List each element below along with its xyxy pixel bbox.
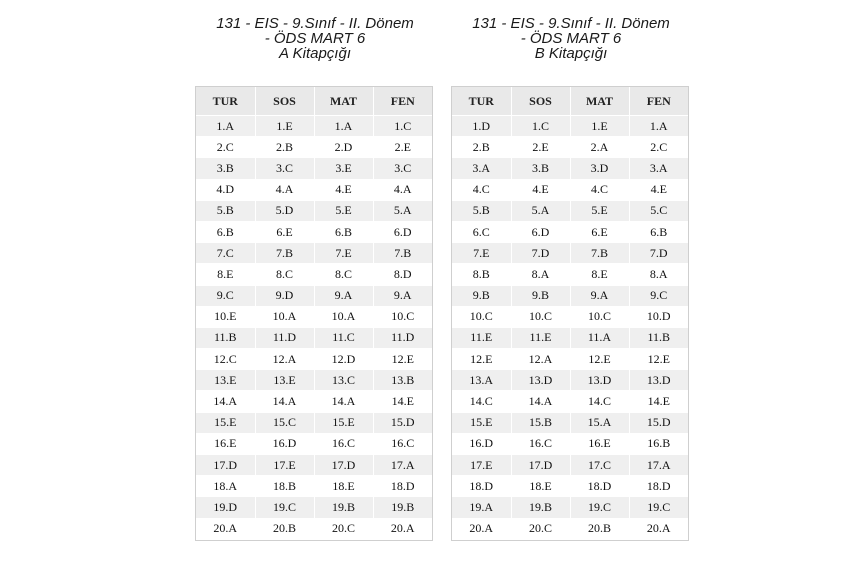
table-row xyxy=(452,412,688,433)
answer-cell: 18.B xyxy=(255,476,314,497)
answer-cell: 9.A xyxy=(314,285,373,306)
table-row xyxy=(452,243,688,264)
answer-cell: 11.C xyxy=(314,327,373,348)
title-line-2: - ÖDS MART 6 xyxy=(520,30,622,47)
answer-cell: 10.E xyxy=(196,306,255,327)
table-row xyxy=(452,137,688,158)
answer-cell: 1.E xyxy=(570,116,629,137)
answer-cell: 6.C xyxy=(452,221,511,242)
answer-key-table-a xyxy=(195,86,433,541)
answer-cell: 20.B xyxy=(570,518,629,539)
answer-cell: 11.D xyxy=(255,327,314,348)
table-row xyxy=(196,264,432,285)
answer-cell: 6.D xyxy=(511,221,570,242)
answer-cell: 15.C xyxy=(255,412,314,433)
answer-cell: 10.A xyxy=(314,306,373,327)
answer-cell: 18.E xyxy=(314,476,373,497)
table-row xyxy=(196,200,432,221)
column-header-tur: TUR xyxy=(452,87,511,116)
answer-cell: 14.C xyxy=(570,391,629,412)
header-row xyxy=(196,87,432,116)
answer-cell: 2.D xyxy=(314,137,373,158)
answer-cell: 8.C xyxy=(255,264,314,285)
answer-cell: 9.C xyxy=(196,285,255,306)
answer-cell: 13.D xyxy=(629,370,688,391)
answer-cell: 6.B xyxy=(196,221,255,242)
table-row xyxy=(196,179,432,200)
table-row xyxy=(452,391,688,412)
answer-cell: 2.C xyxy=(196,137,255,158)
answer-cell: 4.E xyxy=(629,179,688,200)
answer-cell: 17.E xyxy=(255,455,314,476)
answer-cell: 17.A xyxy=(629,455,688,476)
answer-cell: 5.B xyxy=(452,200,511,221)
answer-cell: 1.A xyxy=(314,116,373,137)
booklet-b xyxy=(446,15,696,536)
table-row xyxy=(196,327,432,348)
answer-cell: 2.A xyxy=(570,137,629,158)
answer-cell: 5.E xyxy=(314,200,373,221)
answer-cell: 19.C xyxy=(629,497,688,518)
table-row xyxy=(452,497,688,518)
answer-cell: 15.D xyxy=(629,412,688,433)
answer-cell: 8.E xyxy=(196,264,255,285)
answer-cell: 10.C xyxy=(511,306,570,327)
answer-cell: 9.B xyxy=(452,285,511,306)
table-row xyxy=(196,221,432,242)
answer-cell: 20.A xyxy=(629,518,688,539)
answer-cell: 4.E xyxy=(511,179,570,200)
answer-cell: 13.C xyxy=(314,370,373,391)
answer-cell: 16.E xyxy=(196,433,255,454)
answer-cell: 18.D xyxy=(570,476,629,497)
answer-cell: 19.D xyxy=(196,497,255,518)
answer-cell: 10.D xyxy=(629,306,688,327)
answer-cell: 10.C xyxy=(452,306,511,327)
answer-cell: 3.C xyxy=(373,158,432,179)
answer-cell: 15.E xyxy=(196,412,255,433)
column-header-fen: FEN xyxy=(629,87,688,116)
answer-cell: 19.B xyxy=(373,497,432,518)
table-row xyxy=(196,116,432,137)
column-header-sos: SOS xyxy=(511,87,570,116)
answer-cell: 9.A xyxy=(373,285,432,306)
answer-cell: 10.C xyxy=(373,306,432,327)
table-row xyxy=(196,285,432,306)
table-row xyxy=(452,264,688,285)
answer-cell: 8.E xyxy=(570,264,629,285)
column-header-sos: SOS xyxy=(255,87,314,116)
answer-cell: 4.A xyxy=(255,179,314,200)
answer-cell: 17.D xyxy=(196,455,255,476)
answer-cell: 6.E xyxy=(255,221,314,242)
answer-cell: 9.C xyxy=(629,285,688,306)
answer-cell: 3.B xyxy=(196,158,255,179)
answer-cell: 7.B xyxy=(373,243,432,264)
answer-cell: 3.C xyxy=(255,158,314,179)
table-row xyxy=(452,179,688,200)
answer-cell: 17.C xyxy=(570,455,629,476)
answer-cell: 18.D xyxy=(373,476,432,497)
answer-cell: 12.E xyxy=(373,349,432,370)
answer-cell: 12.A xyxy=(511,349,570,370)
answer-cell: 2.B xyxy=(452,137,511,158)
answer-cell: 1.E xyxy=(255,116,314,137)
answer-cell: 18.D xyxy=(452,476,511,497)
answer-cell: 16.C xyxy=(373,433,432,454)
answer-cell: 18.E xyxy=(511,476,570,497)
table-row xyxy=(196,158,432,179)
answer-cell: 18.A xyxy=(196,476,255,497)
answer-cell: 5.C xyxy=(629,200,688,221)
answer-cell: 7.D xyxy=(629,243,688,264)
answer-cell: 2.E xyxy=(511,137,570,158)
answer-cell: 9.A xyxy=(570,285,629,306)
table-row xyxy=(452,327,688,348)
answer-cell: 8.A xyxy=(511,264,570,285)
answer-cell: 7.E xyxy=(452,243,511,264)
answer-cell: 3.A xyxy=(452,158,511,179)
answer-cell: 13.B xyxy=(373,370,432,391)
answer-cell: 5.B xyxy=(196,200,255,221)
table-row xyxy=(452,285,688,306)
table-row xyxy=(196,433,432,454)
answer-cell: 6.E xyxy=(570,221,629,242)
answer-cell: 13.E xyxy=(196,370,255,391)
answer-cell: 17.A xyxy=(373,455,432,476)
answer-cell: 4.C xyxy=(570,179,629,200)
table-row xyxy=(452,158,688,179)
answer-cell: 19.C xyxy=(570,497,629,518)
answer-cell: 16.E xyxy=(570,433,629,454)
answer-cell: 15.E xyxy=(314,412,373,433)
answer-cell: 13.D xyxy=(511,370,570,391)
answer-cell: 7.E xyxy=(314,243,373,264)
title-line-1: 131 - EIS - 9.Sınıf - II. Dönem xyxy=(216,15,414,32)
table-row xyxy=(196,370,432,391)
table-row xyxy=(452,200,688,221)
answer-cell: 12.A xyxy=(255,349,314,370)
title-line-2: - ÖDS MART 6 xyxy=(264,30,366,47)
answer-cell: 12.E xyxy=(570,349,629,370)
answer-cell: 20.A xyxy=(373,518,432,539)
answer-cell: 13.D xyxy=(570,370,629,391)
answer-cell: 1.C xyxy=(511,116,570,137)
table-row xyxy=(452,116,688,137)
table-row xyxy=(196,391,432,412)
answer-cell: 15.A xyxy=(570,412,629,433)
booklet-a-title xyxy=(190,16,440,61)
column-header-mat: MAT xyxy=(314,87,373,116)
answer-cell: 14.E xyxy=(373,391,432,412)
table-row xyxy=(196,243,432,264)
title-line-3: A Kitapçığı xyxy=(279,45,351,62)
booklet-b-title xyxy=(446,16,696,61)
answer-cell: 1.A xyxy=(629,116,688,137)
table-row xyxy=(452,306,688,327)
answer-cell: 19.B xyxy=(511,497,570,518)
answer-cell: 6.B xyxy=(629,221,688,242)
answer-cell: 7.D xyxy=(511,243,570,264)
column-header-fen: FEN xyxy=(373,87,432,116)
answer-cell: 4.C xyxy=(452,179,511,200)
answer-cell: 15.E xyxy=(452,412,511,433)
answer-cell: 11.E xyxy=(511,327,570,348)
table-row xyxy=(196,518,432,539)
answer-cell: 10.A xyxy=(255,306,314,327)
answer-cell: 17.E xyxy=(452,455,511,476)
table-row xyxy=(452,221,688,242)
booklet-a xyxy=(190,15,440,536)
table-row xyxy=(452,518,688,539)
answer-cell: 8.D xyxy=(373,264,432,285)
title-line-3: B Kitapçığı xyxy=(534,45,608,62)
answer-cell: 8.A xyxy=(629,264,688,285)
answer-table xyxy=(196,87,432,540)
answer-cell: 20.C xyxy=(314,518,373,539)
answer-key-table-b xyxy=(451,86,689,541)
column-header-tur: TUR xyxy=(196,87,255,116)
answer-cell: 14.A xyxy=(511,391,570,412)
answer-cell: 6.D xyxy=(373,221,432,242)
answer-cell: 11.B xyxy=(196,327,255,348)
answer-cell: 4.E xyxy=(314,179,373,200)
answer-cell: 16.D xyxy=(255,433,314,454)
answer-cell: 15.D xyxy=(373,412,432,433)
answer-cell: 3.B xyxy=(511,158,570,179)
answer-cell: 20.C xyxy=(511,518,570,539)
answer-cell: 17.D xyxy=(314,455,373,476)
table-row xyxy=(452,349,688,370)
answer-cell: 3.A xyxy=(629,158,688,179)
table-row xyxy=(196,497,432,518)
answer-cell: 2.C xyxy=(629,137,688,158)
answer-cell: 1.A xyxy=(196,116,255,137)
column-header-mat: MAT xyxy=(570,87,629,116)
answer-cell: 8.C xyxy=(314,264,373,285)
table-row xyxy=(452,455,688,476)
answer-cell: 18.D xyxy=(629,476,688,497)
answer-cell: 7.C xyxy=(196,243,255,264)
answer-cell: 14.A xyxy=(196,391,255,412)
answer-cell: 1.C xyxy=(373,116,432,137)
table-row xyxy=(196,412,432,433)
answer-cell: 15.B xyxy=(511,412,570,433)
answer-cell: 7.B xyxy=(570,243,629,264)
answer-cell: 5.E xyxy=(570,200,629,221)
table-row xyxy=(196,455,432,476)
table-row xyxy=(196,306,432,327)
title-line-1: 131 - EIS - 9.Sınıf - II. Dönem xyxy=(472,15,670,32)
table-row xyxy=(452,433,688,454)
answer-cell: 10.C xyxy=(570,306,629,327)
answer-cell: 2.E xyxy=(373,137,432,158)
answer-cell: 11.A xyxy=(570,327,629,348)
answer-cell: 13.E xyxy=(255,370,314,391)
answer-cell: 16.D xyxy=(452,433,511,454)
answer-cell: 6.B xyxy=(314,221,373,242)
answer-cell: 3.E xyxy=(314,158,373,179)
answer-cell: 12.E xyxy=(629,349,688,370)
answer-cell: 16.C xyxy=(511,433,570,454)
table-row xyxy=(452,476,688,497)
answer-cell: 12.E xyxy=(452,349,511,370)
header-row xyxy=(452,87,688,116)
answer-cell: 16.B xyxy=(629,433,688,454)
answer-cell: 1.D xyxy=(452,116,511,137)
answer-cell: 11.B xyxy=(629,327,688,348)
answer-table xyxy=(452,87,688,540)
answer-cell: 20.A xyxy=(196,518,255,539)
answer-cell: 14.E xyxy=(629,391,688,412)
answer-cell: 19.A xyxy=(452,497,511,518)
answer-cell: 9.D xyxy=(255,285,314,306)
answer-cell: 14.C xyxy=(452,391,511,412)
answer-cell: 11.E xyxy=(452,327,511,348)
answer-cell: 14.A xyxy=(314,391,373,412)
answer-cell: 20.A xyxy=(452,518,511,539)
table-row xyxy=(196,349,432,370)
answer-cell: 12.C xyxy=(196,349,255,370)
answer-cell: 16.C xyxy=(314,433,373,454)
answer-cell: 11.D xyxy=(373,327,432,348)
answer-cell: 19.C xyxy=(255,497,314,518)
answer-cell: 5.A xyxy=(511,200,570,221)
answer-cell: 5.A xyxy=(373,200,432,221)
answer-cell: 20.B xyxy=(255,518,314,539)
answer-cell: 17.D xyxy=(511,455,570,476)
answer-cell: 3.D xyxy=(570,158,629,179)
answer-cell: 12.D xyxy=(314,349,373,370)
table-row xyxy=(452,370,688,391)
answer-cell: 4.D xyxy=(196,179,255,200)
table-row xyxy=(196,476,432,497)
answer-cell: 14.A xyxy=(255,391,314,412)
answer-cell: 9.B xyxy=(511,285,570,306)
answer-cell: 2.B xyxy=(255,137,314,158)
table-row xyxy=(196,137,432,158)
answer-cell: 13.A xyxy=(452,370,511,391)
answer-cell: 7.B xyxy=(255,243,314,264)
answer-cell: 8.B xyxy=(452,264,511,285)
answer-cell: 5.D xyxy=(255,200,314,221)
answer-cell: 19.B xyxy=(314,497,373,518)
answer-cell: 4.A xyxy=(373,179,432,200)
